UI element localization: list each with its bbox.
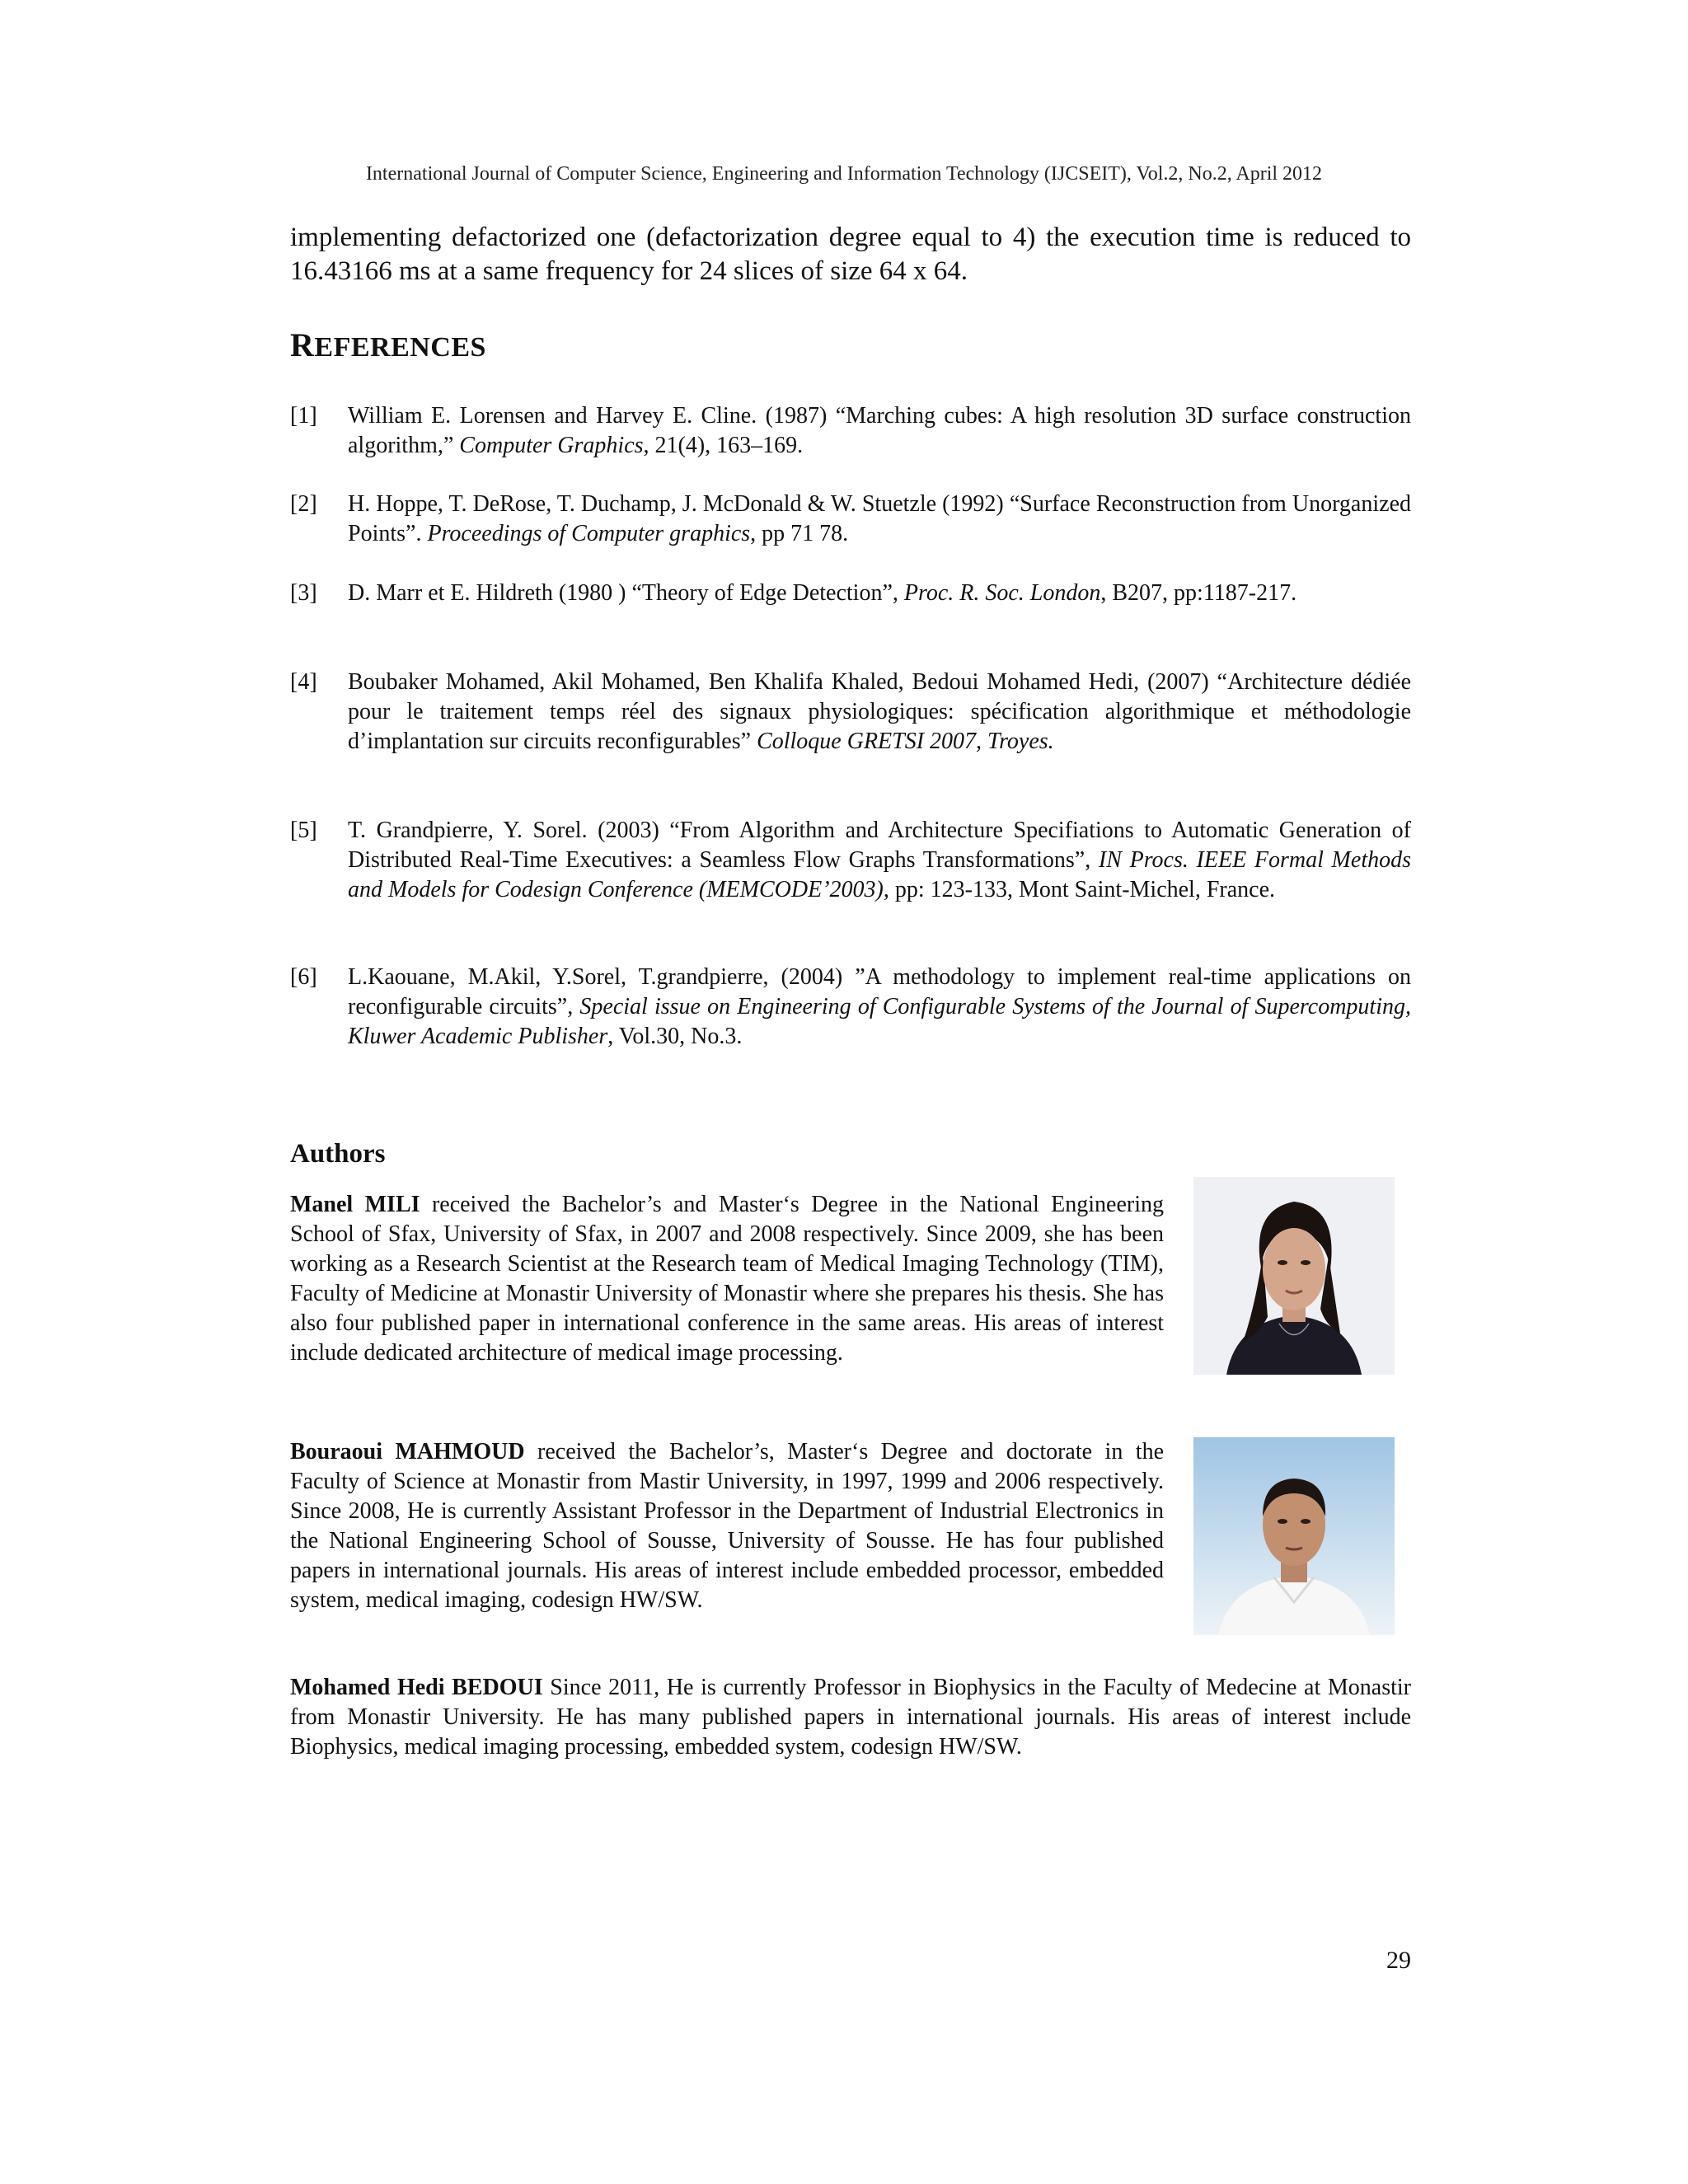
author-bio-text: received the Bachelor’s, Master‘s Degree and doctorate in the Faculty of Science at Monastir from Mastir University, in 1997, 1999 and 2006 respectively. Since 2008, He is currently Assistant Professor in the Department of Industrial Electronics in the National Engineering School of Sousse, University of Sousse. He has four published papers in international journals. His areas of interest include embedded processor, embedded system, medical imaging, codesign HW/SW. <box>290 1439 1164 1613</box>
reference-text: D. Marr et E. Hildreth (1980 ) “Theory of Edge Detection”, <box>348 580 904 606</box>
running-header: International Journal of Computer Science, Engineering and Information Technology (IJCSEIT), Vol.2, No.2, April 2012 <box>365 163 1323 185</box>
reference-source: IN Procs. IEEE Formal Methods and Models for Codesign Conference (MEMCODE’2003) <box>348 847 1411 902</box>
references-heading <box>290 326 486 364</box>
reference-item-2 <box>290 490 1411 549</box>
reference-text: H. Hoppe, T. DeRose, T. Duchamp, J. McDonald & W. Stuetzle (1992) “Surface Reconstruction from Unorganized Points”. <box>348 491 1411 546</box>
author-bio-3 <box>290 1673 1411 1762</box>
reference-text: William E. Lorensen and Harvey E. Cline. (1987) “Marching cubes: A high resolution 3D surface construction algorithm,” <box>348 403 1411 458</box>
author-name: Bouraoui MAHMOUD <box>290 1439 525 1465</box>
reference-source: Proceedings of Computer graphics <box>427 521 751 546</box>
reference-tail: , B207, pp:1187-217. <box>1100 580 1297 606</box>
reference-body <box>348 816 1411 905</box>
reference-source: Proc. R. Soc. London <box>903 580 1101 606</box>
reference-item-6 <box>290 963 1411 1052</box>
reference-tail: , 21(4), 163–169. <box>643 433 804 458</box>
reference-text: T. Grandpierre, Y. Sorel. (2003) “From Algorithm and Architecture Specifiations to Automatic Generation of Distributed Real-Time Executives: a Seamless Flow Graphs Transformations”, <box>348 818 1411 873</box>
reference-number: [6] <box>290 964 317 990</box>
references-heading-cap: R <box>290 326 315 363</box>
reference-item-4 <box>290 668 1411 757</box>
reference-text: Boubaker Mohamed, Akil Mohamed, Ben Khalifa Khaled, Bedoui Mohamed Hedi, (2007) “Architecture dédiée pour le traitement temps réel des signaux physiologiques: spécification algorithmique et méthodologie d’implantation sur circuits reconfigurables” <box>348 669 1411 754</box>
author-bio-text: Since 2011, He is currently Professor in Biophysics in the Faculty of Medecine at Monastir from Monastir University. He has many published papers in international journals. His areas of interest include Biophysics, medical imaging processing, embedded system, codesign HW/SW. <box>290 1675 1411 1760</box>
reference-body <box>348 490 1411 549</box>
page-number: 29 <box>1386 1947 1411 1974</box>
reference-tail: , pp 71 78. <box>750 521 849 546</box>
reference-number: [1] <box>290 403 317 429</box>
reference-item-1 <box>290 401 1411 461</box>
author-photo-2 <box>1193 1437 1395 1635</box>
author-portrait-woman <box>1193 1177 1395 1375</box>
reference-number: [5] <box>290 818 317 843</box>
reference-body <box>348 963 1411 1052</box>
references-heading-rest: EFERENCES <box>314 332 486 363</box>
author-bio-1 <box>290 1190 1164 1368</box>
reference-number: [2] <box>290 491 317 517</box>
authors-heading: Authors <box>290 1139 386 1169</box>
reference-source: Computer Graphics <box>459 433 644 458</box>
reference-text: L.Kaouane, M.Akil, Y.Sorel, T.grandpierre, (2004) ”A methodology to implement real-time applications on reconfigurable circuits”, <box>348 964 1411 1019</box>
author-bio-2 <box>290 1437 1164 1615</box>
reference-source: Colloque GRETSI 2007, Troyes. <box>757 729 1054 754</box>
author-bio-text: received the Bachelor’s and Master‘s Degree in the National Engineering School of Sfax, University of Sfax, in 2007 and 2008 respectively. Since 2009, she has been working as a Research Scientist at the Research team of Medical Imaging Technology (TIM), Faculty of Medicine at Monastir University of Monastir where she prepares his thesis. She has also four published paper in international conference in the same areas. His areas of interest include dedicated architecture of medical image processing. <box>290 1192 1164 1366</box>
author-portrait-man <box>1193 1437 1395 1635</box>
intro-paragraph: implementing defactorized one (defactorization degree equal to 4) the execution time is reduced to 16.43166 ms at a same frequency for 24 slices of size 64 x 64. <box>290 223 1411 286</box>
reference-number: [4] <box>290 669 317 695</box>
reference-body <box>348 401 1411 461</box>
reference-item-5 <box>290 816 1411 905</box>
reference-tail: , Vol.30, No.3. <box>607 1024 743 1049</box>
reference-item-3 <box>290 579 1411 608</box>
reference-number: [3] <box>290 580 317 606</box>
reference-body <box>348 579 1411 608</box>
author-photo-1 <box>1193 1177 1395 1375</box>
author-name: Manel MILI <box>290 1192 420 1217</box>
reference-tail: , pp: 123-133, Mont Saint-Michel, France. <box>883 877 1276 902</box>
reference-body <box>348 668 1411 757</box>
reference-source: Special issue on Engineering of Configurable Systems of the Journal of Supercomputing, Kluwer Academic Publisher <box>348 994 1411 1049</box>
author-name: Mohamed Hedi BEDOUI <box>290 1675 543 1700</box>
